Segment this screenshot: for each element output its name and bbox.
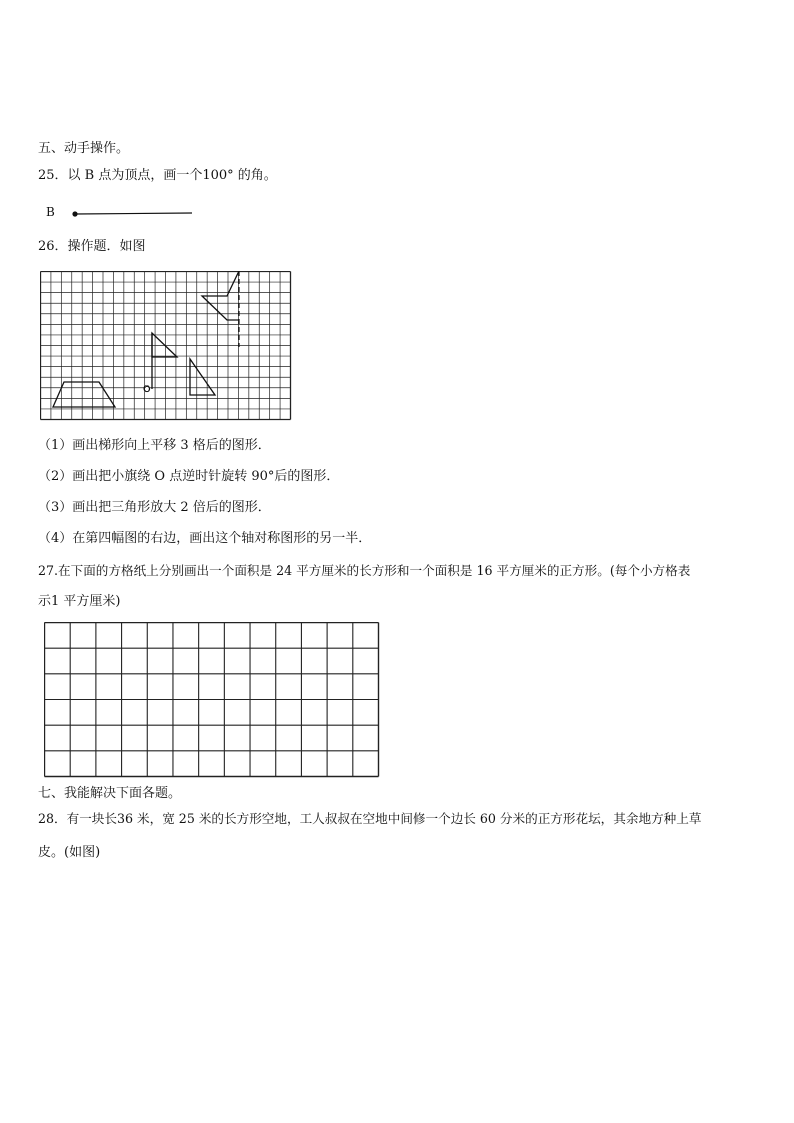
point-b-label: B [46,205,55,219]
question-26-item-3: （3）画出把三角形放大 2 倍后的图形． [38,500,271,515]
question-26-item-1: （1）画出梯形向上平移 3 格后的图形． [38,438,271,453]
question-26-item-4: （4）在第四幅图的右边，画出这个轴对称图形的另一半． [38,531,372,546]
question-27-text-line-1: 27.在下面的方格纸上分别画出一个面积是 24 平方厘米的长方形和一个面积是 16 平方厘米的正方形。(每个小方格表 [38,563,691,578]
square-grid-paper [44,622,380,778]
question-25-text: 25．以 B 点为顶点，画一个100° 的角。 [38,168,277,183]
question-26-title: 26．操作题．如图 [38,239,146,254]
square-grid-paper-svg [44,622,380,778]
operation-grid-svg [40,271,292,421]
ray-line [75,213,192,214]
question-26-item-2: （2）画出把小旗绕 O 点逆时针旋转 90°后的图形． [38,469,340,484]
ray-from-b [68,206,198,220]
half-symmetric-figure [202,271,239,320]
section-heading-7: 七、我能解决下面各题。 [38,786,182,801]
operation-grid [40,271,292,421]
section-heading-5: 五、动手操作。 [38,141,130,156]
flag-triangle [152,333,177,357]
trapezoid-shape [53,382,115,407]
question-28-text-line-2: 皮。(如图) [38,845,101,860]
question-27-text-line-2: 示1 平方厘米) [38,594,121,609]
center-o-label: O [143,385,151,395]
question-28-text-line-1: 28．有一块长36 米，宽 25 米的长方形空地，工人叔叔在空地中间修一个边长 60 分米的正方形花坛，其余地方种上草 [38,811,702,826]
